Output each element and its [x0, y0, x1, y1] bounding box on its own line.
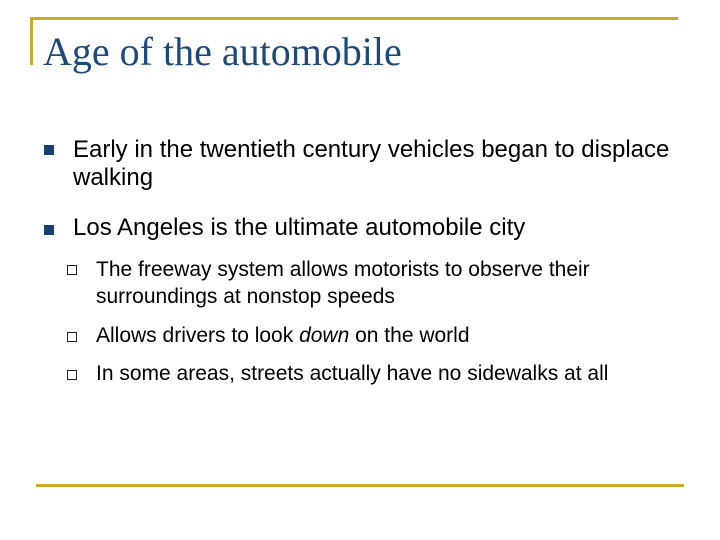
- square-bullet-icon: [44, 225, 54, 235]
- bottom-rule: [36, 484, 684, 487]
- bullet-item: Early in the twentieth century vehicles began to displace walking: [73, 136, 670, 191]
- left-rule: [30, 17, 33, 65]
- emphasis-text: down: [299, 324, 350, 347]
- hollow-square-bullet-icon: [67, 265, 77, 275]
- hollow-square-bullet-icon: [67, 370, 77, 380]
- sub-bullet-item: [96, 322, 686, 349]
- sub-bullet-item: In some areas, streets actually have no sidewalks at all: [96, 362, 609, 385]
- bullet-item: Los Angeles is the ultimate automobile city: [73, 214, 526, 241]
- sub-bullet-text: on the world: [349, 324, 470, 347]
- hollow-square-bullet-icon: [67, 332, 77, 342]
- slide-title: Age of the automobile: [43, 29, 402, 74]
- sub-bullet-item: The freeway system allows motorists to observe their surroundings at nonstop speeds: [96, 258, 590, 308]
- top-rule: [30, 17, 678, 20]
- sub-bullet-text: Allows drivers to look: [96, 324, 300, 347]
- square-bullet-icon: [44, 145, 54, 155]
